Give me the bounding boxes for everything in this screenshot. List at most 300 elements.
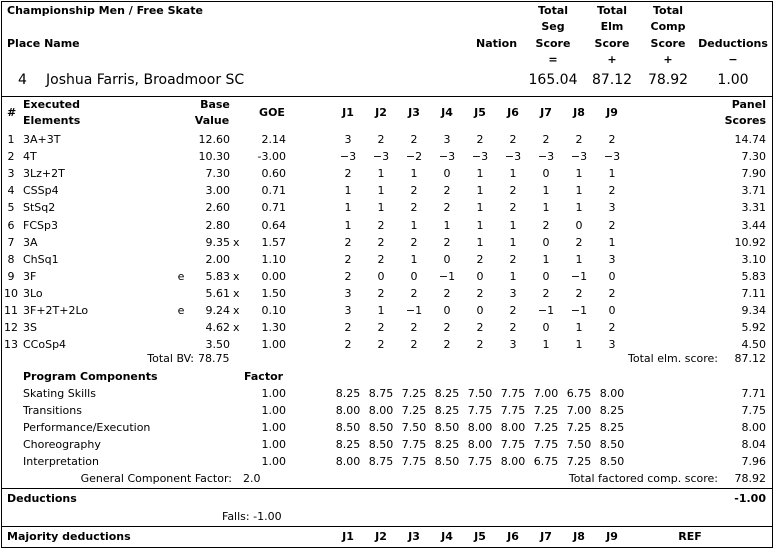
falls-deduction: Falls: -1.00 xyxy=(222,510,282,523)
majority-judge-header-7: J7 xyxy=(540,530,552,543)
element-panel-score: 7.90 xyxy=(741,167,766,180)
element-base-value: 2.60 xyxy=(205,201,230,214)
judge-header-4: J4 xyxy=(441,106,453,119)
element-judge-score: −3 xyxy=(471,150,489,163)
deductions-value: -1.00 xyxy=(734,492,766,505)
element-judge-score: 2 xyxy=(542,133,550,146)
element-judge-score: 2 xyxy=(443,201,451,214)
component-judge-score: 8.50 xyxy=(599,438,625,451)
element-number: 5 xyxy=(7,201,15,214)
element-panel-score: 5.83 xyxy=(741,270,766,283)
element-judge-score: 2 xyxy=(608,321,616,334)
judge-header-2: J2 xyxy=(375,106,387,119)
element-name: StSq2 xyxy=(23,201,56,214)
element-judge-score: 2 xyxy=(476,133,484,146)
component-judge-score: 6.75 xyxy=(566,387,592,400)
majority-deductions-label: Majority deductions xyxy=(7,530,131,543)
element-number: 3 xyxy=(7,167,15,180)
element-judge-score: 2 xyxy=(575,287,583,300)
element-panel-score: 9.34 xyxy=(741,304,766,317)
element-judge-score: 1 xyxy=(410,253,418,266)
num-header: # xyxy=(7,106,17,119)
total-bv-value: 78.75 xyxy=(198,352,230,365)
divider-deductions-top xyxy=(1,488,773,489)
element-judge-score: 2 xyxy=(410,201,418,214)
element-bonus-marker: x xyxy=(233,304,240,317)
component-judge-score: 8.25 xyxy=(335,438,361,451)
element-judge-score: 1 xyxy=(509,236,517,249)
element-base-value: 3.00 xyxy=(205,184,230,197)
component-name: Transitions xyxy=(23,404,82,417)
element-name: FCSp3 xyxy=(23,219,58,232)
element-judge-score: 1 xyxy=(509,167,517,180)
element-judge-score: 1 xyxy=(377,201,385,214)
element-judge-score: −3 xyxy=(504,150,522,163)
element-number: 2 xyxy=(7,150,15,163)
element-judge-score: −3 xyxy=(603,150,621,163)
element-number: 11 xyxy=(4,304,18,317)
element-judge-score: 1 xyxy=(476,236,484,249)
component-judge-score: 8.00 xyxy=(335,455,361,468)
majority-judge-header-1: J1 xyxy=(342,530,354,543)
component-factor: 1.00 xyxy=(261,455,286,468)
judge-header-1: J1 xyxy=(342,106,354,119)
component-panel-score: 8.04 xyxy=(741,438,766,451)
element-panel-score: 3.10 xyxy=(741,253,766,266)
component-judge-score: 8.50 xyxy=(434,421,460,434)
component-judge-score: 8.75 xyxy=(368,455,394,468)
component-judge-score: 7.75 xyxy=(401,438,427,451)
judge-header-7: J7 xyxy=(540,106,552,119)
element-judge-score: 0 xyxy=(575,219,583,232)
element-goe: 0.10 xyxy=(261,304,286,317)
element-judge-score: 1 xyxy=(542,184,550,197)
executed-header: Executed xyxy=(23,98,81,111)
element-name: 3Lz+2T xyxy=(23,167,65,180)
component-panel-score: 8.00 xyxy=(741,421,766,434)
component-judge-score: 7.75 xyxy=(500,404,526,417)
component-name: Skating Skills xyxy=(23,387,96,400)
skater-place: 4 xyxy=(18,72,27,88)
judge-header-8: J8 xyxy=(573,106,585,119)
component-judge-score: 7.25 xyxy=(401,387,427,400)
element-name: 4T xyxy=(23,150,37,163)
component-judge-score: 7.25 xyxy=(566,455,592,468)
component-judge-score: 8.50 xyxy=(434,455,460,468)
majority-judge-header-3: J3 xyxy=(408,530,420,543)
element-info: e xyxy=(177,270,185,283)
base-header: Base xyxy=(200,98,230,111)
element-number: 10 xyxy=(4,287,18,300)
element-judge-score: 1 xyxy=(410,219,418,232)
element-name: 3A+3T xyxy=(23,133,61,146)
component-judge-score: 8.25 xyxy=(434,387,460,400)
factor-header: Factor xyxy=(244,370,284,383)
element-judge-score: 1 xyxy=(575,338,583,351)
element-judge-score: 2 xyxy=(443,321,451,334)
tfcs-value: 78.92 xyxy=(734,472,766,485)
element-judge-score: 0 xyxy=(542,167,550,180)
element-judge-score: 1 xyxy=(509,270,517,283)
element-judge-score: −3 xyxy=(570,150,588,163)
majority-judge-header-6: J6 xyxy=(507,530,519,543)
element-judge-score: 3 xyxy=(608,201,616,214)
component-judge-score: 7.25 xyxy=(533,421,559,434)
place-name-header: Place Name xyxy=(7,37,80,50)
judge-header-6: J6 xyxy=(507,106,519,119)
majority-judge-header-5: J5 xyxy=(474,530,486,543)
element-judge-score: 1 xyxy=(410,167,418,180)
component-judge-score: 7.50 xyxy=(566,438,592,451)
element-base-value: 3.50 xyxy=(205,338,230,351)
element-number: 1 xyxy=(7,133,15,146)
component-judge-score: 7.25 xyxy=(566,421,592,434)
program-components-header: Program Components xyxy=(23,370,158,383)
component-judge-score: 8.50 xyxy=(335,421,361,434)
element-base-value: 4.62 xyxy=(205,321,230,334)
element-judge-score: 2 xyxy=(509,201,517,214)
element-panel-score: 3.44 xyxy=(741,219,766,232)
judge-header-5: J5 xyxy=(474,106,486,119)
element-judge-score: 2 xyxy=(410,287,418,300)
component-panel-score: 7.75 xyxy=(741,404,766,417)
element-judge-score: 1 xyxy=(377,304,385,317)
element-number: 7 xyxy=(7,236,15,249)
element-panel-score: 3.71 xyxy=(741,184,766,197)
element-base-value: 9.24 xyxy=(205,304,230,317)
component-factor: 1.00 xyxy=(261,438,286,451)
element-judge-score: 2 xyxy=(509,133,517,146)
element-base-value: 2.80 xyxy=(205,219,230,232)
element-goe: -3.00 xyxy=(257,150,286,163)
element-judge-score: 2 xyxy=(542,219,550,232)
element-base-value: 12.60 xyxy=(198,133,230,146)
component-judge-score: 7.75 xyxy=(401,455,427,468)
element-base-value: 10.30 xyxy=(198,150,230,163)
element-judge-score: −3 xyxy=(438,150,456,163)
element-judge-score: 1 xyxy=(476,201,484,214)
divider-majority-top xyxy=(1,526,773,527)
element-judge-score: −3 xyxy=(537,150,555,163)
element-judge-score: 2 xyxy=(344,167,352,180)
goe-header: GOE xyxy=(259,106,285,119)
element-number: 8 xyxy=(7,253,15,266)
element-judge-score: 1 xyxy=(575,253,583,266)
component-judge-score: 8.25 xyxy=(434,404,460,417)
tfcs-label: Total factored comp. score: xyxy=(568,472,718,485)
element-name: CCoSp4 xyxy=(23,338,67,351)
total-elm-label: Total elm. score: xyxy=(628,352,718,365)
component-judge-score: 7.00 xyxy=(533,387,559,400)
element-judge-score: 2 xyxy=(377,133,385,146)
component-judge-score: 8.25 xyxy=(599,404,625,417)
gcf-value: 2.0 xyxy=(243,472,261,485)
judge-header-9: J9 xyxy=(606,106,618,119)
element-judge-score: 2 xyxy=(443,338,451,351)
element-goe: 2.14 xyxy=(261,133,286,146)
element-judge-score: 1 xyxy=(377,167,385,180)
element-panel-score: 7.11 xyxy=(741,287,766,300)
component-judge-score: 7.75 xyxy=(533,438,559,451)
element-judge-score: 2 xyxy=(575,236,583,249)
component-judge-score: 8.50 xyxy=(599,455,625,468)
element-judge-score: −2 xyxy=(405,150,423,163)
element-name: 3A xyxy=(23,236,38,249)
element-goe: 1.50 xyxy=(261,287,286,300)
component-name: Choreography xyxy=(23,438,101,451)
element-judge-score: 2 xyxy=(410,236,418,249)
element-judge-score: 2 xyxy=(377,338,385,351)
component-judge-score: 8.25 xyxy=(599,421,625,434)
element-base-value: 5.83 xyxy=(205,270,230,283)
component-judge-score: 7.75 xyxy=(500,438,526,451)
element-judge-score: 1 xyxy=(344,219,352,232)
element-panel-score: 7.30 xyxy=(741,150,766,163)
component-judge-score: 8.00 xyxy=(500,421,526,434)
element-judge-score: 0 xyxy=(542,236,550,249)
element-panel-score: 10.92 xyxy=(734,236,766,249)
element-judge-score: −1 xyxy=(570,304,588,317)
element-judge-score: 1 xyxy=(608,236,616,249)
element-judge-score: 2 xyxy=(575,133,583,146)
element-judge-score: 3 xyxy=(443,133,451,146)
total-element-score: 87.12 xyxy=(591,72,633,88)
element-panel-score: 5.92 xyxy=(741,321,766,334)
component-judge-score: 8.00 xyxy=(467,421,493,434)
element-judge-score: 2 xyxy=(410,133,418,146)
component-name: Performance/Execution xyxy=(23,421,151,434)
component-judge-score: 8.00 xyxy=(335,404,361,417)
element-judge-score: −1 xyxy=(570,270,588,283)
element-goe: 0.71 xyxy=(261,201,286,214)
scores-header: Scores xyxy=(724,114,766,127)
element-name: 3F+2T+2Lo xyxy=(23,304,89,317)
element-number: 4 xyxy=(7,184,15,197)
event-title: Championship Men / Free Skate xyxy=(7,4,203,17)
element-judge-score: 1 xyxy=(608,167,616,180)
element-judge-score: 3 xyxy=(608,253,616,266)
element-judge-score: 2 xyxy=(476,321,484,334)
component-name: Interpretation xyxy=(23,455,99,468)
element-judge-score: 2 xyxy=(344,338,352,351)
element-judge-score: 2 xyxy=(476,253,484,266)
component-judge-score: 7.75 xyxy=(500,387,526,400)
total-component-score: 78.92 xyxy=(647,72,689,88)
element-judge-score: 1 xyxy=(377,184,385,197)
component-judge-score: 8.75 xyxy=(368,387,394,400)
component-judge-score: 7.75 xyxy=(467,404,493,417)
element-judge-score: 1 xyxy=(443,219,451,232)
element-number: 13 xyxy=(4,338,18,351)
element-base-value: 7.30 xyxy=(205,167,230,180)
element-goe: 0.60 xyxy=(261,167,286,180)
element-goe: 0.00 xyxy=(261,270,286,283)
gcf-label: General Component Factor: xyxy=(80,472,232,485)
component-panel-score: 7.71 xyxy=(741,387,766,400)
element-judge-score: 2 xyxy=(509,304,517,317)
element-bonus-marker: x xyxy=(233,287,240,300)
element-judge-score: −1 xyxy=(537,304,555,317)
component-judge-score: 8.00 xyxy=(368,404,394,417)
elements-header: Elements xyxy=(23,114,81,127)
component-judge-score: 8.00 xyxy=(467,438,493,451)
element-judge-score: 2 xyxy=(608,133,616,146)
element-judge-score: 2 xyxy=(443,236,451,249)
element-judge-score: 2 xyxy=(476,287,484,300)
element-judge-score: 1 xyxy=(344,201,352,214)
majority-judge-header-9: J9 xyxy=(606,530,618,543)
element-judge-score: 1 xyxy=(476,184,484,197)
element-judge-score: 2 xyxy=(608,184,616,197)
element-goe: 1.10 xyxy=(261,253,286,266)
component-judge-score: 8.25 xyxy=(335,387,361,400)
element-goe: 0.71 xyxy=(261,184,286,197)
element-judge-score: 1 xyxy=(575,201,583,214)
component-judge-score: 7.00 xyxy=(566,404,592,417)
element-judge-score: 2 xyxy=(344,270,352,283)
element-judge-score: 1 xyxy=(542,201,550,214)
element-judge-score: 2 xyxy=(344,236,352,249)
component-judge-score: 8.00 xyxy=(500,455,526,468)
skater-name: Joshua Farris, Broadmoor SC xyxy=(46,72,245,88)
element-judge-score: 0 xyxy=(443,167,451,180)
component-judge-score: 7.25 xyxy=(533,404,559,417)
element-judge-score: −1 xyxy=(438,270,456,283)
element-number: 9 xyxy=(7,270,15,283)
element-name: 3Lo xyxy=(23,287,43,300)
element-number: 12 xyxy=(4,321,18,334)
component-judge-score: 7.50 xyxy=(467,387,493,400)
element-judge-score: 1 xyxy=(575,184,583,197)
total-segment-score: 165.04 xyxy=(528,72,578,88)
element-judge-score: 0 xyxy=(443,304,451,317)
total-deductions: 1.00 xyxy=(717,72,749,88)
component-judge-score: 8.50 xyxy=(368,438,394,451)
element-info: e xyxy=(177,304,185,317)
component-factor: 1.00 xyxy=(261,387,286,400)
element-judge-score: 3 xyxy=(344,133,352,146)
element-judge-score: 2 xyxy=(377,321,385,334)
element-judge-score: 0 xyxy=(542,321,550,334)
deductions-label: Deductions xyxy=(7,492,77,505)
element-judge-score: 2 xyxy=(509,184,517,197)
element-bonus-marker: x xyxy=(233,236,240,249)
component-judge-score: 8.00 xyxy=(599,387,625,400)
element-judge-score: 2 xyxy=(410,184,418,197)
element-judge-score: 2 xyxy=(410,321,418,334)
element-judge-score: 3 xyxy=(344,304,352,317)
element-name: ChSq1 xyxy=(23,253,59,266)
element-judge-score: 2 xyxy=(509,321,517,334)
element-judge-score: 0 xyxy=(443,253,451,266)
element-goe: 1.57 xyxy=(261,236,286,249)
element-goe: 1.30 xyxy=(261,321,286,334)
element-judge-score: 1 xyxy=(542,338,550,351)
component-judge-score: 7.75 xyxy=(467,455,493,468)
element-judge-score: 1 xyxy=(344,184,352,197)
element-base-value: 5.61 xyxy=(205,287,230,300)
element-panel-score: 14.74 xyxy=(734,133,766,146)
element-judge-score: 3 xyxy=(608,338,616,351)
component-judge-score: 7.50 xyxy=(401,421,427,434)
element-name: 3F xyxy=(23,270,37,283)
element-judge-score: 2 xyxy=(377,219,385,232)
element-judge-score: 2 xyxy=(377,236,385,249)
majority-judge-header-2: J2 xyxy=(375,530,387,543)
divider-header xyxy=(1,96,773,97)
nation-header: Nation xyxy=(476,37,518,50)
element-bonus-marker: x xyxy=(233,270,240,283)
component-panel-score: 7.96 xyxy=(741,455,766,468)
majority-judge-header-8: J8 xyxy=(573,530,585,543)
component-judge-score: 8.50 xyxy=(368,421,394,434)
element-judge-score: 2 xyxy=(443,287,451,300)
element-panel-score: 3.31 xyxy=(741,201,766,214)
element-judge-score: 2 xyxy=(377,287,385,300)
component-factor: 1.00 xyxy=(261,421,286,434)
element-judge-score: 2 xyxy=(344,253,352,266)
total-elm-value: 87.12 xyxy=(734,352,766,365)
element-judge-score: 0 xyxy=(410,270,418,283)
element-judge-score: 2 xyxy=(509,253,517,266)
total-bv-label: Total BV: xyxy=(147,352,194,365)
element-base-value: 2.00 xyxy=(205,253,230,266)
component-judge-score: 7.25 xyxy=(401,404,427,417)
element-judge-score: 2 xyxy=(476,338,484,351)
element-judge-score: −1 xyxy=(405,304,423,317)
element-judge-score: 1 xyxy=(509,219,517,232)
element-panel-score: 4.50 xyxy=(741,338,766,351)
element-judge-score: 2 xyxy=(542,287,550,300)
panel-header: Panel xyxy=(731,98,766,111)
element-name: CSSp4 xyxy=(23,184,59,197)
element-judge-score: 2 xyxy=(608,219,616,232)
element-judge-score: 0 xyxy=(608,270,616,283)
element-judge-score: 0 xyxy=(608,304,616,317)
element-judge-score: 1 xyxy=(542,253,550,266)
element-base-value: 9.35 xyxy=(205,236,230,249)
element-goe: 0.64 xyxy=(261,219,286,232)
element-judge-score: 0 xyxy=(476,270,484,283)
element-number: 6 xyxy=(7,219,15,232)
component-factor: 1.00 xyxy=(261,404,286,417)
element-judge-score: 0 xyxy=(377,270,385,283)
element-judge-score: 2 xyxy=(443,184,451,197)
judge-header-3: J3 xyxy=(408,106,420,119)
element-name: 3S xyxy=(23,321,37,334)
element-goe: 1.00 xyxy=(261,338,286,351)
element-judge-score: 1 xyxy=(476,219,484,232)
element-judge-score: 3 xyxy=(344,287,352,300)
element-judge-score: 3 xyxy=(509,338,517,351)
ref-header: REF xyxy=(678,530,702,543)
value-header: Value xyxy=(194,114,230,127)
element-judge-score: 2 xyxy=(608,287,616,300)
element-judge-score: 0 xyxy=(476,304,484,317)
component-judge-score: 8.25 xyxy=(434,438,460,451)
element-judge-score: 1 xyxy=(476,167,484,180)
element-judge-score: 1 xyxy=(575,167,583,180)
element-judge-score: 2 xyxy=(410,338,418,351)
element-judge-score: 1 xyxy=(575,321,583,334)
element-judge-score: −3 xyxy=(339,150,357,163)
element-judge-score: 3 xyxy=(509,287,517,300)
element-judge-score: 2 xyxy=(377,253,385,266)
element-bonus-marker: x xyxy=(233,321,240,334)
element-judge-score: −3 xyxy=(372,150,390,163)
element-judge-score: 2 xyxy=(344,321,352,334)
component-judge-score: 6.75 xyxy=(533,455,559,468)
